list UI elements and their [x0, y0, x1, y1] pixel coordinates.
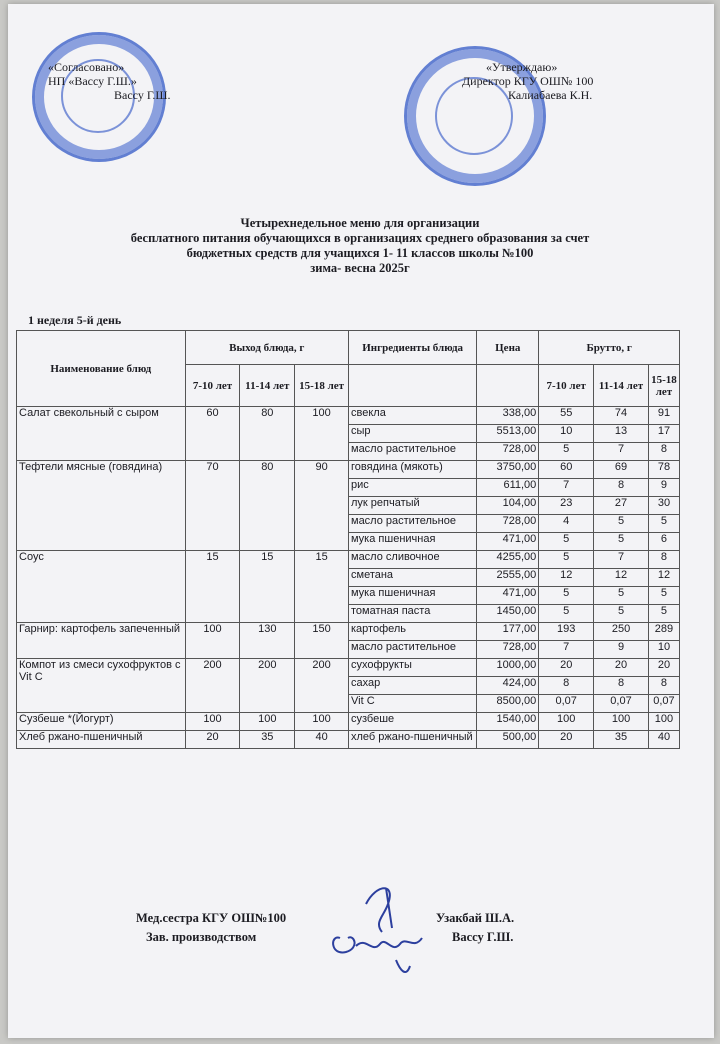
- brutto-value: 8: [539, 677, 594, 695]
- brutto-value: 74: [594, 407, 649, 425]
- ingredient-name: масло растительное: [349, 515, 477, 533]
- ingredient-name: хлеб ржано-пшеничный: [349, 731, 477, 749]
- ingredient-price: 1540,00: [477, 713, 539, 731]
- header-dish: Наименование блюд: [17, 331, 186, 407]
- dish-output: 200: [240, 659, 295, 713]
- title-line: бесплатного питания обучающихся в организациях среднего образования за счет: [130, 231, 590, 245]
- production-name: Вассу Г.Ш.: [452, 930, 514, 944]
- ingredient-price: 5513,00: [477, 425, 539, 443]
- brutto-value: 8: [594, 479, 649, 497]
- brutto-value: 5: [648, 587, 679, 605]
- ingredient-name: картофель: [349, 623, 477, 641]
- brutto-value: 69: [594, 461, 649, 479]
- approval-right: [462, 60, 594, 102]
- brutto-value: 8: [648, 551, 679, 569]
- brutto-value: 100: [539, 713, 594, 731]
- table-row: [17, 659, 680, 677]
- ingredient-name: мука пшеничная: [349, 533, 477, 551]
- dish-name: Тефтели мясные (говядина): [17, 461, 186, 551]
- ingredient-name: сузбеше: [349, 713, 477, 731]
- table-row: [17, 623, 680, 641]
- header-ingredients: Ингредиенты блюда: [349, 331, 477, 365]
- ingredient-price: 728,00: [477, 443, 539, 461]
- table-row: [17, 551, 680, 569]
- brutto-value: 60: [539, 461, 594, 479]
- brutto-value: 5: [648, 605, 679, 623]
- dish-output: 100: [295, 407, 349, 461]
- brutto-value: 8: [648, 443, 679, 461]
- ingredient-price: 728,00: [477, 515, 539, 533]
- brutto-value: 27: [594, 497, 649, 515]
- header-price: Цена: [477, 331, 539, 365]
- dish-output: 60: [185, 407, 240, 461]
- ingredient-name: масло растительное: [349, 641, 477, 659]
- brutto-value: 7: [539, 641, 594, 659]
- week-label: 1 неделя 5-й день: [28, 313, 122, 327]
- ingredient-name: томатная паста: [349, 605, 477, 623]
- ingredient-price: 338,00: [477, 407, 539, 425]
- brutto-value: 5: [539, 533, 594, 551]
- ingredient-name: говядина (мякоть): [349, 461, 477, 479]
- brutto-value: 5: [648, 515, 679, 533]
- ingredient-price: 424,00: [477, 677, 539, 695]
- brutto-value: 30: [648, 497, 679, 515]
- brutto-value: 10: [648, 641, 679, 659]
- brutto-value: 12: [539, 569, 594, 587]
- table-row: [17, 713, 680, 731]
- dish-name: Сузбеше *(Йогурт): [17, 713, 186, 731]
- dish-output: 100: [185, 623, 240, 659]
- brutto-value: 17: [648, 425, 679, 443]
- dish-output: 80: [240, 461, 295, 551]
- header-age-7-10: 7-10 лет: [185, 365, 240, 407]
- title-line: бюджетных средств для учащихся 1- 11 классов школы №100: [186, 246, 534, 260]
- ingredient-price: 104,00: [477, 497, 539, 515]
- brutto-value: 289: [648, 623, 679, 641]
- header-brutto: Брутто, г: [539, 331, 680, 365]
- brutto-value: 9: [648, 479, 679, 497]
- brutto-value: 7: [594, 443, 649, 461]
- table-row: [17, 407, 680, 425]
- ingredient-price: 1000,00: [477, 659, 539, 677]
- ingredient-name: лук репчатый: [349, 497, 477, 515]
- brutto-value: 7: [539, 479, 594, 497]
- dish-output: 15: [240, 551, 295, 623]
- approval-right-line: Калиабаева К.Н.: [508, 88, 593, 102]
- brutto-value: 10: [539, 425, 594, 443]
- brutto-value: 0,07: [594, 695, 649, 713]
- brutto-value: 91: [648, 407, 679, 425]
- brutto-value: 6: [648, 533, 679, 551]
- ingredient-name: сыр: [349, 425, 477, 443]
- dish-output: 100: [185, 713, 240, 731]
- approval-left-line: «Согласовано»: [48, 60, 125, 74]
- approval-left-line: НП «Вассу Г.Ш.»: [48, 74, 137, 88]
- brutto-value: 7: [594, 551, 649, 569]
- brutto-value: 20: [539, 659, 594, 677]
- brutto-value: 0,07: [539, 695, 594, 713]
- brutto-value: 4: [539, 515, 594, 533]
- approval-right-line: «Утверждаю»: [486, 60, 558, 74]
- dish-output: 80: [240, 407, 295, 461]
- brutto-value: 250: [594, 623, 649, 641]
- header-age-11-14: 11-14 лет: [240, 365, 295, 407]
- brutto-value: 5: [594, 605, 649, 623]
- dish-output: 130: [240, 623, 295, 659]
- dish-name: Хлеб ржано-пшеничный: [17, 731, 186, 749]
- brutto-value: 100: [648, 713, 679, 731]
- nurse-name: Узакбай Ш.А.: [436, 911, 515, 925]
- ingredient-price: 471,00: [477, 587, 539, 605]
- approval-right-line: Директор КГУ ОШ№ 100: [462, 74, 594, 88]
- brutto-value: 12: [594, 569, 649, 587]
- brutto-value: 5: [539, 443, 594, 461]
- brutto-value: 13: [594, 425, 649, 443]
- brutto-value: 8: [594, 677, 649, 695]
- dish-output: 90: [295, 461, 349, 551]
- header-empty: [349, 365, 477, 407]
- ingredient-name: свекла: [349, 407, 477, 425]
- dish-output: 70: [185, 461, 240, 551]
- brutto-value: 12: [648, 569, 679, 587]
- brutto-value: 20: [539, 731, 594, 749]
- approval-left: [48, 60, 171, 102]
- ingredient-name: рис: [349, 479, 477, 497]
- brutto-value: 5: [594, 515, 649, 533]
- brutto-value: 193: [539, 623, 594, 641]
- dish-output: 150: [295, 623, 349, 659]
- dish-output: 35: [240, 731, 295, 749]
- brutto-value: 5: [594, 533, 649, 551]
- dish-output: 100: [295, 713, 349, 731]
- ingredient-name: сухофрукты: [349, 659, 477, 677]
- brutto-value: 23: [539, 497, 594, 515]
- dish-output: 200: [185, 659, 240, 713]
- dish-output: 40: [295, 731, 349, 749]
- ingredient-name: Vit C: [349, 695, 477, 713]
- table-row: [17, 461, 680, 479]
- dish-name: Гарнир: картофель запеченный: [17, 623, 186, 659]
- ingredient-name: масло сливочное: [349, 551, 477, 569]
- brutto-value: 5: [539, 587, 594, 605]
- header-brutto-15-18: 15-18 лет: [648, 365, 679, 407]
- brutto-value: 0,07: [648, 695, 679, 713]
- header-empty: [477, 365, 539, 407]
- dish-name: Соус: [17, 551, 186, 623]
- production-role: Зав. производством: [146, 930, 257, 944]
- header-age-15-18: 15-18 лет: [295, 365, 349, 407]
- header-brutto-11-14: 11-14 лет: [594, 365, 649, 407]
- dish-output: 15: [185, 551, 240, 623]
- ingredient-price: 728,00: [477, 641, 539, 659]
- brutto-value: 5: [539, 551, 594, 569]
- ingredient-price: 4255,00: [477, 551, 539, 569]
- dish-output: 15: [295, 551, 349, 623]
- dish-name: Салат свекольный с сыром: [17, 407, 186, 461]
- table-row: [17, 731, 680, 749]
- dish-output: 100: [240, 713, 295, 731]
- brutto-value: 100: [594, 713, 649, 731]
- menu-table: [16, 330, 680, 749]
- ingredient-name: мука пшеничная: [349, 587, 477, 605]
- brutto-value: 20: [648, 659, 679, 677]
- brutto-value: 5: [539, 605, 594, 623]
- brutto-value: 8: [648, 677, 679, 695]
- ingredient-name: сметана: [349, 569, 477, 587]
- ingredient-price: 8500,00: [477, 695, 539, 713]
- brutto-value: 9: [594, 641, 649, 659]
- dish-output: 20: [185, 731, 240, 749]
- ingredient-price: 611,00: [477, 479, 539, 497]
- header-output: Выход блюда, г: [185, 331, 348, 365]
- title-line: зима- весна 2025г: [310, 261, 410, 275]
- brutto-value: 78: [648, 461, 679, 479]
- ingredient-name: масло растительное: [349, 443, 477, 461]
- ingredient-price: 2555,00: [477, 569, 539, 587]
- handwritten-signature: [326, 874, 436, 984]
- brutto-value: 20: [594, 659, 649, 677]
- dish-output: 200: [295, 659, 349, 713]
- brutto-value: 5: [594, 587, 649, 605]
- ingredient-price: 1450,00: [477, 605, 539, 623]
- brutto-value: 40: [648, 731, 679, 749]
- brutto-value: 55: [539, 407, 594, 425]
- ingredient-price: 471,00: [477, 533, 539, 551]
- document-title: [0, 216, 720, 276]
- ingredient-price: 177,00: [477, 623, 539, 641]
- nurse-role: Мед.сестра КГУ ОШ№100: [136, 911, 287, 925]
- ingredient-price: 500,00: [477, 731, 539, 749]
- brutto-value: 35: [594, 731, 649, 749]
- dish-name: Компот из смеси сухофруктов с Vit C: [17, 659, 186, 713]
- ingredient-price: 3750,00: [477, 461, 539, 479]
- approval-left-line: Вассу Г.Ш.: [114, 88, 171, 102]
- title-line: Четырехнедельное меню для организации: [240, 216, 480, 230]
- header-brutto-7-10: 7-10 лет: [539, 365, 594, 407]
- ingredient-name: сахар: [349, 677, 477, 695]
